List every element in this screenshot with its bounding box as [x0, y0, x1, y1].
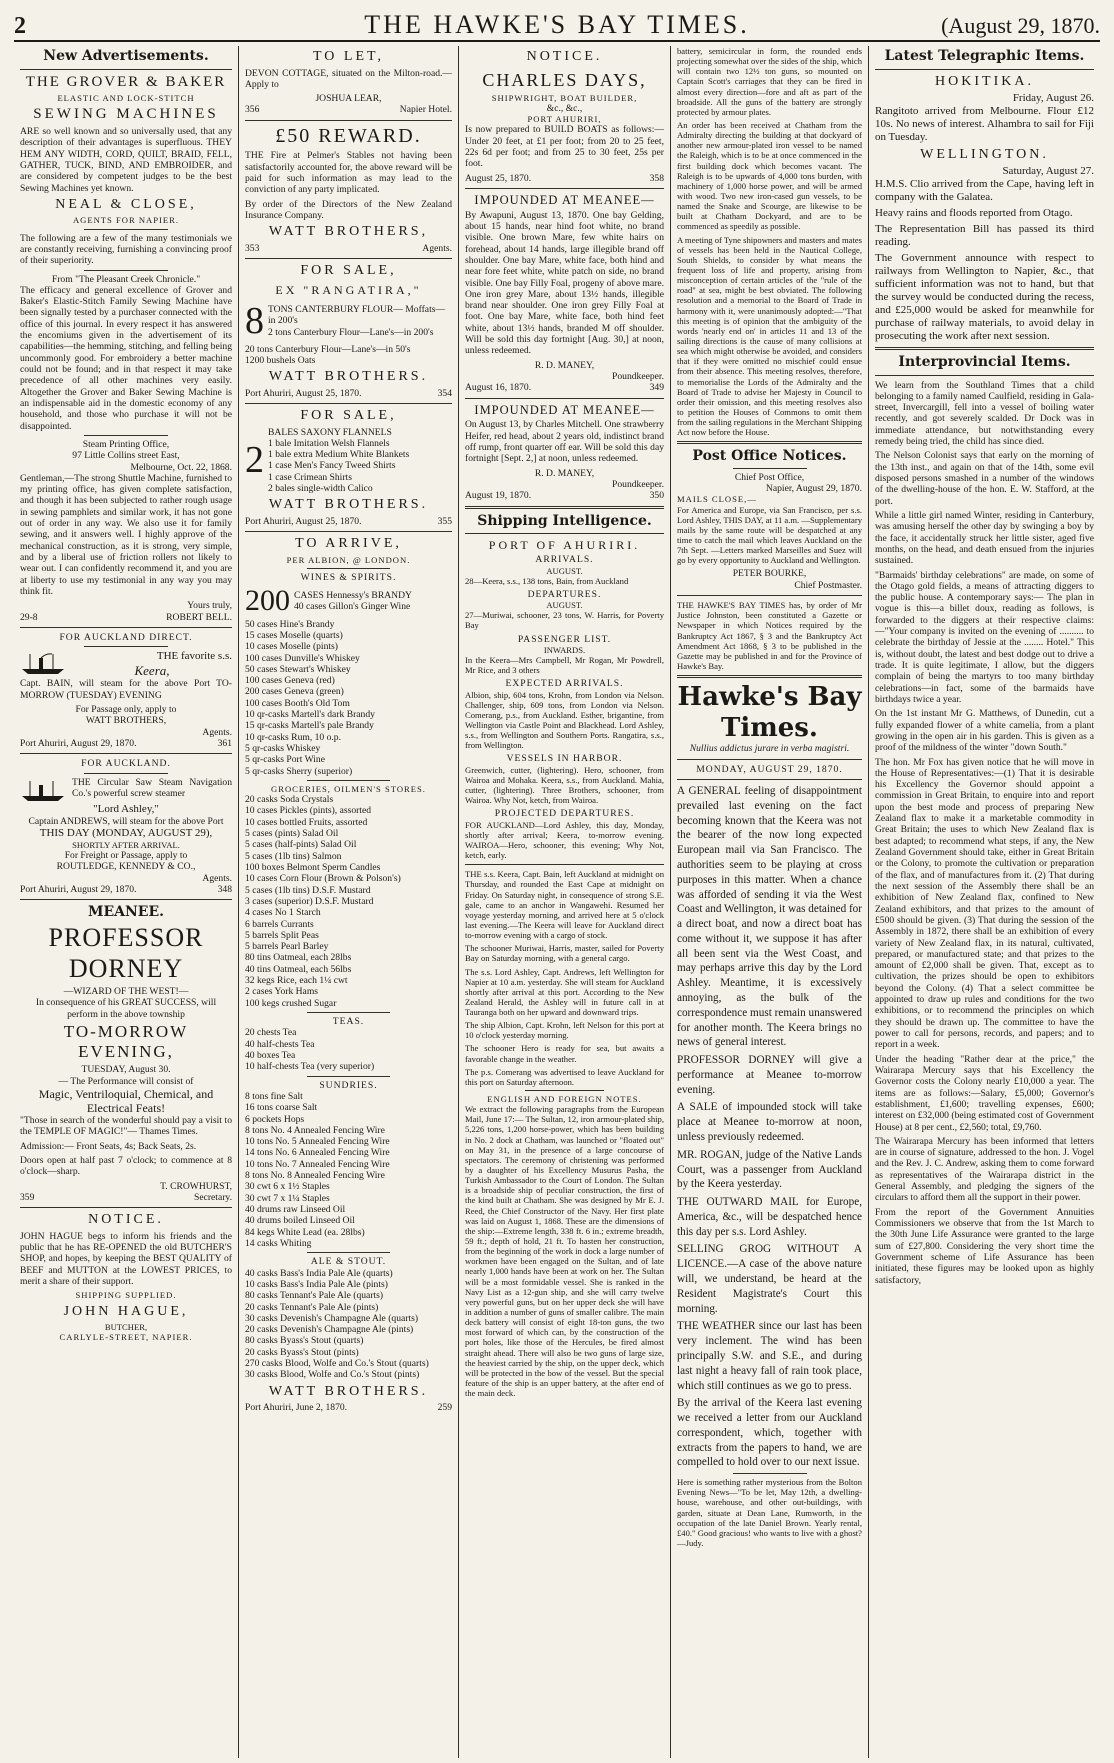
shipping-news: THE s.s. Keera, Capt. Bain, left Auckland at midnight on Thursday, and rounded the East Cape at midnight on Friday. On Saturday night, in consequence of strong S.E. gale, came to an anchor in Wangawehi. Resumed her voyage yesterday morning, and arrived here at 5 o'clock last evening.—The Keera will leave for Auckland direct to-morrow evening with a cargo of stock. [465, 869, 664, 941]
list-item: 10 casks Bass's India Pale Ale (pints) [245, 1278, 388, 1290]
list-item: 20 casks Soda Crystals [245, 794, 334, 806]
ashley-agent: ROUTLEDGE, KENNEDY & CO., [56, 861, 196, 873]
list-item: 40 drums raw Linseed Oil [245, 1204, 346, 1216]
list-item: 40 boxes Tea [245, 1049, 296, 1061]
keera-num: 361 [217, 738, 232, 750]
reward-num: 353 [245, 242, 260, 254]
dorney-secretary-name: T. CROWHURST, [160, 1180, 232, 1192]
impounded-sign: R. D. MANEY, [534, 359, 595, 371]
foreign-body: We extract the following paragraphs from the European Mail, June 17:— The Sultan, 12, iron armour-plated ship, 5,226 tons, 1,200 horse-power, which has been building in No. 2 dock at Chatham, was launched or "floated out" on May 31, in the presence of a large concourse of spectators. The ceremony of christening was performed by a daughter of his Excellency Musurus Pasha, the Turkish Ambassador to the Court of London. The Sultan is a broadside ship of peculiar construction, the first of the kind built at Chatham. She was designed by Mr E. J. Reed, the Chief Constructor of the Navy. Her first plate was laid on August 1, 1868. These are the dimensions of the ship:—Extreme length, 338 ft. 6 in.; extreme breadth, 59 ft.; depth of hold, 21 ft. To hasten her construction, from the beginning of the work in dock a large number of workmen have been engaged on the Sultan, and of late nearly 1,000 hands have been at work on her. The Sultan will be a most formidable vessel. She is ranked in the Navy List as a 12-gun ship, and she will carry twelve very powerful guns, but on her upper deck she will have in addition a number of guns of smaller calibre. The main deck battery will consist of eight 18-ton guns, the two most forward of which can, by the construction of the port holes, like those of the Hercules, be fired almost straight ahead. There will also be two guns of large size, the heaviest carried by the ship, on the upper deck, which will be protected in the bow of the vessel. But the special feature of the ship is an upper battery, at the after end of the main deck. [465, 1104, 664, 1399]
wellington-date: Saturday, August 27. [1002, 165, 1094, 178]
departures-heading: DEPARTURES. [527, 588, 602, 600]
vessels-body: Greenwich, cutter, (lightering). Hero, schooner, from Wairoa and Mohaka. Keera, s.s., from Auckland. Mahia, cutter, (lightering). Three Brothers, schooner, from Wairoa. Why Not, ketch, from Wairoa. [465, 764, 664, 806]
expected-body: Albion, ship, 604 tons, Krohn, from London via Nelson. Challenger, ship, 609 tons, from London via Nelson. Comerang, p.s., from Auckland. Esther, brigantine, from Wellington via Castle Point and Blackhead. Lord Ashley, s.s., from Wellington and Southern Ports. Rangatira, s.s., from Wellington. [465, 689, 664, 751]
dorney-body: In consequence of his GREAT SUCCESS, will perform in the above township [35, 997, 217, 1020]
expected-heading: EXPECTED ARRIVALS. [505, 678, 624, 690]
tolet-place: Napier Hotel. [399, 104, 452, 116]
mystery-body: Here is something rather mysterious from the Bolton Evening News—"To be let, May 12th, a dwelling-house, warehouse, and other out-buildings, with garden, situate at Dean Lane, Rumworth, in the occupation of the late Daniel Brown. Yearly rental, £40." Good gracious! who wants to live with a ghost?—Judy. [677, 1477, 862, 1549]
lead-paragraph: A SALE of impounded stock will take place at Meanee to-morrow at noon, unless previously redeemed. [677, 1101, 862, 1144]
list-item: 8 tons No. 4 Annealed Fencing Wire [245, 1124, 385, 1136]
wellington-paragraph: The Representation Bill has passed its third reading. [875, 223, 1094, 249]
impounded-body: By Awapuni, August 13, 1870. One bay Gelding, about 15 hands, near hind foot white, no brand visible. One brown Mare, few white hairs on forehead, about 14 hands, large illegible brand off shoulder. One bay Mare, white face, both hind and near fore feet white, white patch on side, no brand visible. One bay Filly Foal, progeny of above mare. One iron grey Mare, about 13½ hands, illegible brand near shoulder. One iron grey Filly Foal at foot. One bay Mare, white face, both hind feet white, about 13½ hands, branded M off shoulder. Will be sold this day fortnight [Aug. 30,] at noon, unless redeemed. [465, 209, 664, 357]
list-item: 15 cases Moselle (quarts) [245, 629, 343, 641]
sale2-big: 2 [245, 439, 264, 482]
auckland-direct-heading: FOR AUCKLAND DIRECT. [59, 631, 193, 643]
list-item: 100 boxes Belmont Sperm Candles [245, 861, 381, 873]
list-item: 30 cwt 6 x 1½ Staples [245, 1181, 330, 1193]
list-item: 20 casks Tennant's Pale Ale (pints) [245, 1301, 379, 1313]
page-number: 2 [14, 13, 26, 39]
list-item: 15 qr-casks Martell's pale Brandy [245, 720, 374, 732]
dorney-sub: —WIZARD OF THE WEST!— [63, 986, 189, 998]
agents-for: AGENTS FOR NAPIER. [72, 215, 180, 226]
keera-agents-label: Agents. [202, 726, 232, 738]
foreign-heading: ENGLISH AND FOREIGN NOTES. [487, 1094, 642, 1105]
dorney-perf: — The Performance will consist of [58, 1075, 194, 1087]
list-item: 10 qr-casks Martell's dark Brandy [245, 709, 375, 721]
dorney-magic: Magic, Ventriloquial, Chemical, and Electrical Feats! [38, 1086, 214, 1115]
letter-body: Gentleman,—The strong Shuttle Machine, furnished to my printing office, has given complete satisfaction, and though it has been subjected to rather rough usage in sewing pamphlets and similar work, it has not gone out of order in any way. We also use it for family sewing, and it answers well. I highly approve of the mechanical construction, as it is strong, very simple, and by a liberal use of friction rollers not likely to wear out. I can confidently recommend it, and you are at liberty to use my testimonial in any way you may think fit. [20, 472, 232, 597]
new-advertisements-heading: New Advertisements. [43, 48, 209, 64]
ale-footer: Port Ahuriri, June 2, 1870. [245, 1402, 348, 1414]
hague-name: JOHN HAGUE, [63, 1303, 189, 1319]
port-heading: PORT OF AHURIRI. [488, 538, 641, 553]
lead-paragraph: By the arrival of the Keera last evening we received a letter from our Auckland correspondent, which, together with extracts from the papers to hand, we are compelled to hold over to our next issue. [677, 1397, 862, 1469]
agents-name: NEAL & CLOSE, [55, 196, 197, 212]
testimonial-intro: The following are a few of the many testimonials we are constantly receiving, furnishing a convincing proof of their superiority. [20, 232, 232, 267]
sale1-line4: 1200 bushels Oats [245, 354, 316, 366]
days-etc: &c., &c., [546, 102, 583, 114]
impounded-num: 349 [649, 382, 664, 394]
sale2-num: 355 [437, 515, 452, 527]
impounded-role: Poundkeeper. [612, 371, 664, 383]
mails-heading: MAILS CLOSE,— [677, 494, 757, 505]
sale1-watt: WATT BROTHERS. [268, 369, 429, 385]
post-role: Chief Postmaster. [794, 579, 862, 591]
column-3 [459, 46, 671, 1758]
letter-num: 29-8 [20, 611, 38, 623]
list-item: 1 case Crimean Shirts [268, 471, 352, 483]
reward-heading: £50 REWARD. [275, 124, 422, 147]
list-item: 6 pockets Hops [245, 1113, 305, 1125]
impounded-role: Poundkeeper. [612, 478, 664, 490]
interprovincial-paragraph: Under the heading "Rather dear at the price," the Wairarapa Mercury says that his Excellency the Governor costs the Colony nearly £10,000 a year. The items are as follows:—Salary, £5,000; Governor's establishment, £1,600; travelling expenses, £600; interest on £32,000 (being estimated cost of Government House) at 8 per cent., £2,560; total, £9,760. [875, 1053, 1094, 1133]
sale1-line1: TONS CANTERBURY FLOUR— Moffats—in 200's [268, 304, 446, 327]
list-item: 10 cases bottled Fruits, assorted [245, 816, 368, 828]
departures-month: AUGUST. [546, 600, 583, 611]
lead-paragraph: PROFESSOR DORNEY will give a performance at Meanee to-morrow evening. [677, 1054, 862, 1096]
letter-address: 97 Little Collins street East, [72, 450, 180, 462]
list-item: 8 tons fine Salt [245, 1090, 303, 1102]
lead-paragraph: THE OUTWARD MAIL for Europe, America, &c., will be despatched hence this day per s.s. Lord Ashley. [677, 1196, 862, 1238]
reward-agents: Agents. [422, 242, 452, 254]
list-item: 80 tins Oatmeal, each 28lbs [245, 952, 352, 964]
interprovincial-paragraph: On the 1st instant Mr G. Matthews, of Dunedin, cut a fully expanded flower of a white camelia, from a plant growing in the open air in his garden. This is given as a proof of the mildness of the winter "down South." [875, 708, 1094, 754]
list-item: 5 cases (half-pints) Salad Oil [245, 839, 357, 851]
lead-paragraph: THE WEATHER since our last has been very inclement. The wind has been principally S.W. and S.E., and during last night a heavy fall of rain took place, which still continues as we go to press. [677, 1320, 862, 1392]
ashley-captain: Captain ANDREWS, will steam for the above Port [28, 815, 224, 827]
projected-heading: PROJECTED DEPARTURES. [494, 808, 635, 820]
grover-body: ARE so well known and so universally used, that any description of their advantages is superfluous. THEY HEM ANY WIDTH, CORD, QUILT, BRAID, FELL, GATHER, TUCK, BIND, AND EMBROIDER, and are considered by competent judges to be the best Sewing Machines yet known. [20, 126, 232, 194]
ashley-freight: For Freight or Passage, apply to [64, 850, 188, 862]
hague-address: CARLYLE-STREET, NAPIER. [59, 1332, 193, 1343]
gazette-body: THE HAWKE'S BAY TIMES has, by order of Mr Justice Johnston, been constituted a Gazette or Newspaper in which Notices required by the Bankruptcy Act 1867, § 3 and the Bankruptcy Act Amendment Act 1868, § 3 to be published in the Gazette may be published in and for the Province of Hawke's Bay. [677, 600, 862, 671]
interprovincial-paragraph: The Wairarapa Mercury has been informed that letters are in course of signature, addressed to the hon. J. Vogel and the Rev. J. C. Andrew, asking them to come forward as representatives of the Wairarapa district in the General Assembly, and pledging the signers of the circulars to afford them all the support in their power. [875, 1135, 1094, 1204]
keera-agent: WATT BROTHERS, [85, 715, 167, 727]
impounded-body: On August 13, by Charles Mitchell. One strawberry Heifer, red head, about 2 years old, indistinct brand off rump, front quarter off ear. Will be sold this day fortnight [Sept. 2,] at noon, unless redeemed. [465, 419, 664, 465]
list-item: 80 casks Byass's Stout (quarts) [245, 1335, 364, 1347]
ashley-num: 348 [217, 884, 232, 895]
impounded-heading: IMPOUNDED AT MEANEE— [474, 192, 655, 207]
list-item: 30 cwt 7 x 1¼ Staples [245, 1192, 330, 1204]
issue-date: (August 29, 1870. [941, 13, 1100, 38]
sale1-big: 8 [245, 299, 264, 342]
order-body: An order has been received at Chatham from the Admiralty directing the building at that dockyard of another new armour-plated iron vessel to be named the Raleigh, which is to be at once commenced in the first building dock which becomes vacant. The Raleigh is to be upwards of 4,000 tons burden, with machinery of 1,000 horse power, and will be armed with wood. Two new iron-cased gun vessels, to be named the Snake and Scourge, are likewise to be built at Chatham Dockyard, and are to be commenced as speedily as possible. [677, 119, 862, 232]
shipping-news: The schooner Hero is ready for sea, but awaits a favorable change in the weather. [465, 1043, 664, 1064]
ashley-footer: Port Ahuriri, August 29, 1870. [20, 884, 137, 895]
dorney-admission: Admission:— Front Seats, 4s; Back Seats, 2s. [20, 1140, 197, 1152]
sale1-line2: 2 tons Canterbury Flour—Lane's—in 200's [268, 326, 434, 338]
list-item: 20 casks Devenish's Champagne Ale (pints) [245, 1324, 414, 1336]
impounded-footer: August 19, 1870. [465, 490, 532, 502]
list-item: 32 kegs Rice, each 1¼ cwt [245, 975, 348, 987]
interprovincial-paragraph: The hon. Mr Fox has given notice that he will move in the House of Representatives:—(1) That it is desirable his Excellency the Governor should appoint a commission in Great Britain, to enquire into and report upon the best mode and process of preparing New Zealand flax to make it a marketable commodity in Great Britain; the uses to which New Zealand flax is best adapted; to recommend what steps, if any, the New Zealand Government should take, either in Great Britain or the Colony, to promote the cultivation or preparation of the flax, and of manufactures from it. (2) That during the next session of the Assembly there shall be an exhibition of New Zealand flax, confined to New Zealand exhibitors, and that prizes to the amount of £500 should be given. (3) That during the session of the Assembly in 1872, there shall be an exhibition of every variety of New Zealand flax, in its natural, cultivated, prepared, or manufactured state; and that prizes to the amount of £2,000 shall be given. That, except as to cultivation, the prizes should be open to exhibitors beyond the Colony. (4) That a select committee be appointed to draw up rules and conditions for the two exhibitions, or to recommend the principles on which they should be drawn up. The committee to have the power to call for persons, records, and papers; and to report in a week. [875, 756, 1094, 1051]
newspaper-title: THE HAWKE'S BAY TIMES. [364, 10, 750, 39]
shipping-news: The s.s. Lord Ashley, Capt. Andrews, left Wellington for Napier at 10 a.m. yesterday. She will steam for Auckland shortly after arrival at this port. According to the New Zealand Herald, the Ashley will in future call in at Tauranga both on her upward and downward trips. [465, 966, 664, 1018]
edition-date: MONDAY, AUGUST 29, 1870. [696, 763, 843, 775]
list-item: 20 chests Tea [245, 1027, 297, 1039]
list-item: 5 qr-casks Port Wine [245, 754, 325, 766]
dorney-doors: Doors open at half past 7 o'clock; to commence at 8 o'clock—sharp. [20, 1155, 232, 1178]
ale-num: 259 [437, 1402, 452, 1414]
interprovincial-paragraph: The Nelson Colonist says that early on the morning of the 13th inst., and again on that of the 14th, some evil disposed persons smashed in a number of the windows of the dwelling-house of the hon. E. W. Stafford, at the port. [875, 450, 1094, 507]
list-item: 5 barrels Split Peas [245, 929, 319, 941]
ashley-after: SHORTLY AFTER ARRIVAL. [72, 839, 180, 850]
letter-close: Yours truly, [187, 600, 232, 612]
lead-paragraph: MR. ROGAN, judge of the Native Lands Court, was a passenger from Auckland by the Keera yesterday. [677, 1148, 862, 1191]
list-item: 10 cases Pickles (pints), assorted [245, 805, 372, 817]
grover-subtitle: ELASTIC AND LOCK-STITCH [57, 93, 195, 104]
post-date: Napier, August 29, 1870. [765, 483, 862, 495]
list-item: 14 casks Whiting [245, 1237, 312, 1249]
ashley-body: THE Circular Saw Steam Navigation Co.'s powerful screw steamer [72, 776, 232, 799]
dorney-secretary: Secretary. [194, 1192, 232, 1204]
list-item: 3 cases (superior) D.S.F. Mustard [245, 895, 374, 907]
meanee-heading: MEANEE. [87, 904, 165, 921]
tolet-body: DEVON COTTAGE, situated on the Milton-road.—Apply to [245, 67, 452, 90]
hague-shipping: SHIPPING SUPPLIED. [75, 1290, 177, 1301]
shipping-news: The p.s. Comerang was advertised to leave Auckland for this port on Saturday afternoon. [465, 1066, 664, 1087]
dorney-date: TUESDAY, August 30. [81, 1064, 171, 1076]
reward-order: By order of the Directors of the New Zealand Insurance Company. [245, 198, 452, 221]
wellington-heading: WELLINGTON. [920, 146, 1049, 162]
letter-sign: ROBERT BELL. [166, 611, 232, 623]
column-1 [14, 46, 239, 1758]
vessels-heading: VESSELS IN HARBOR. [506, 753, 623, 765]
masthead [14, 10, 1100, 42]
hokitika-body: Rangitoto arrived from Melbourne. Flour £12 10s. No news of interest. Alhambra to sail for Fiji on Tuesday. [875, 105, 1094, 143]
paper-title: Hawke's Bay Times. [677, 682, 862, 743]
list-item: 5 cases (pints) Salad Oil [245, 828, 339, 840]
list-item: 5 cases (1lb tins) D.S.F. Mustard [245, 884, 371, 896]
days-footer: August 25, 1870. [465, 172, 532, 184]
sale1-footer: Port Ahuriri, August 25, 1870. [245, 387, 362, 399]
list-item: 5 qr-casks Sherry (superior) [245, 765, 353, 777]
steamship-icon [20, 779, 66, 803]
list-item: 10 qr-casks Rum, 10 o.p. [245, 731, 342, 743]
dorney-num: 359 [20, 1192, 35, 1204]
wellington-paragraph: H.M.S. Clio arrived from the Cape, having left in company with the Galatea. [875, 178, 1094, 204]
telegraphic-heading: Latest Telegraphic Items. [884, 48, 1085, 64]
days-trade: SHIPWRIGHT, BOAT BUILDER, [491, 92, 638, 103]
ale-watt: WATT BROTHERS. [268, 1383, 429, 1399]
list-item: 20 casks Byass's Stout (pints) [245, 1346, 359, 1358]
days-name: CHARLES DAYS, [482, 69, 647, 90]
list-item: 30 casks Devenish's Champagne Ale (quarts) [245, 1312, 419, 1324]
list-item: 100 cases Dunville's Whiskey [245, 652, 360, 664]
notice-heading: NOTICE. [526, 49, 603, 64]
letter-office: Steam Printing Office, [82, 438, 170, 450]
list-item: 5 qr-casks Whiskey [245, 743, 321, 755]
days-body: Is now prepared to BUILD BOATS as follows:—Under 20 feet, at £1 per foot; from 20 to 25 feet, 22s 6d per foot; and from 25 to 30 feet, 25s per foot. [465, 124, 664, 170]
shipping-news: The ship Albion, Capt. Krohn, left Nelson for this port at 10 o'clock yesterday morning. [465, 1020, 664, 1041]
interprovincial-paragraph: We learn from the Southland Times that a child belonging to a family named Caulfield, residing in Gala-street, Invercargill, fell into a vessel of boiling water recently, and got severely scalded. Dr Dock was in immediate attendance, but notwithstanding every remedy being tried, the child has since died. [875, 379, 1094, 448]
wines-heading: WINES & SPIRITS. [300, 571, 397, 583]
battery-body: battery, semicircular in form, the rounded ends projecting somewhat over the sides of the ship, which will contain two 12½ ton guns, so mounted on Captain Scott's carriages that they can be fired in almost every direction—fore and aft as part of the broadside. All the guns of the battery are strongly protected by armour plates. [677, 46, 862, 117]
wellington-paragraph: The Government announce with respect to railways from Wellington to Napier, &c., that sufficient information was not to hand, but that the survey would be conducted during the recess, and £25,000 would be asked for meanwhile for purchase of railway materials, to avoid delay in prosecuting the work after next session. [875, 252, 1094, 343]
list-item: 84 kegs White Lead (ea. 28lbs) [245, 1226, 365, 1238]
list-item: 40 casks Bass's India Pale Ale (quarts) [245, 1267, 393, 1279]
teas-heading: TEAS. [332, 1016, 365, 1028]
impounded-heading: IMPOUNDED AT MEANEE— [474, 402, 655, 417]
interprovincial-heading: Interprovincial Items. [898, 354, 1071, 371]
wines-big: 200 [245, 584, 290, 618]
list-item: 100 cases Geneva (red) [245, 675, 335, 687]
list-item: 40 drums boiled Linseed Oil [245, 1215, 355, 1227]
keera-passage: For Passage only, apply to [75, 704, 177, 716]
list-item: 2 cases York Hams [245, 986, 319, 998]
shipping-heading: Shipping Intelligence. [477, 512, 652, 529]
column-2 [239, 46, 459, 1758]
hague-body: JOHN HAGUE begs to inform his friends and the public that he has RE-OPENED the old BUTCHER'S SHOP, and hopes, by keeping the BEST QUALITY of BEEF and MUTTON at the LOWEST PRICES, to merit a share of their support. [20, 1230, 232, 1288]
post-office: Chief Post Office, [734, 471, 805, 483]
columns [14, 46, 1100, 1758]
grover-machines: SEWING MACHINES [33, 106, 219, 123]
list-item: BALES SAXONY FLANNELS [268, 426, 392, 438]
passenger-heading: PASSENGER LIST. [517, 633, 612, 645]
column-5 [869, 46, 1100, 1758]
interprovincial-paragraph: "Barmaids' birthday celebrations" are made, on some of the Otago gold fields, a means of attracting diggers to the public house. A contemporary says:— The plan in vogue is this—a billet doux, reading as follows, is forwarded to the diggers at their respective claims:—"Your company is invited on the evening of .......... to celebrate the birthday of Jessie at the ........ Hotel." This is, without doubt, the latest and best dodge out to drive a trade. It is quite legitimate, I allow, but the diggers complain of being the martyrs to too many birthday celebrations—in fact, some of the barmaids have birthdays twice a year. [875, 569, 1094, 705]
list-item: 200 cases Geneva (green) [245, 686, 344, 698]
list-item: 40 half-chests Tea [245, 1038, 315, 1050]
post-sign: PETER BOURKE, [732, 568, 807, 580]
departures-body: 27—Muriwai, schooner, 23 tons, W. Harris, for Poverty Bay [465, 610, 664, 631]
meeting-body: A meeting of Tyne shipowners and masters and mates of vessels has been held in the Nautical College, South Shields, to consider by what means the frequent loss of life and property, arising from misconception of certain articles of the "rule of the road" at sea, might be best obviated. The following resolution and a memorial to the Board of Trade in harmony with it, were unanimously adopted:—"That this meeting is of opinion that the ambiguity of the words 'nearly end on' in articles 11 and 13 of the sailing directions is the cause of many collisions at sea which might otherwise be avoided, and considers that if they were omitted no mischief could ensue from their absence. This meeting resolves, therefore, to memorialise the Lords of the Admiralty and the Board of Trade to advise her Majesty in Council to order their omission, and this meeting resolves also to petition the Houses of Commons to omit them from the sailing regulations in the Merchant Shipping Act now before the House. [677, 234, 862, 438]
motto: Nullius addictus jurare in verba magistri. [689, 743, 850, 755]
list-item: 10 half-chests Tea (very superior) [245, 1061, 375, 1073]
hokitika-date: Friday, August 26. [1012, 92, 1094, 105]
impounded-num: 350 [649, 490, 664, 502]
wellington-paragraph: Heavy rains and floods reported from Otago. [875, 207, 1073, 220]
dorney-name: PROFESSOR DORNEY [48, 922, 204, 983]
chronicle-source: From "The Pleasant Creek Chronicle." [51, 273, 201, 285]
lead-paragraph: A GENERAL feeling of disappointment prevailed last evening on the fact becoming known that the Keera was not the bearer of the now long expected European mail via San Francisco. The authorities seem to be playing at cross purposes in this matter. When a chance was afforded of sending it via the West Coast and Wellington, it was detained for a direct boat, and now a direct boat has come without it, we suppose it has after all been sent via the West Coast, and may perhaps arrive this day by the Lord Ashley. Meantime, it is excessively annoying, as the bulk of the correspondence must remain unanswered for another month. The Keera brings no news of general interest. [677, 785, 863, 1049]
list-item: 40 cases Gillon's Ginger Wine [294, 600, 411, 612]
arrivals-body: 28—Keera, s.s., 138 tons, Bain, from Auckland [465, 575, 629, 586]
hague-trade: BUTCHER, [104, 1322, 148, 1333]
sale1-line3: 20 tons Canterbury Flour—Lane's—in 50's [245, 343, 411, 355]
list-item: 10 tons No. 5 Annealed Fencing Wire [245, 1136, 390, 1148]
arrive-heading: TO ARRIVE, [295, 536, 402, 552]
sale2-watt: WATT BROTHERS. [268, 497, 429, 513]
reward-watt: WATT BROTHERS, [268, 224, 429, 240]
list-item: 100 kegs crushed Sugar [245, 997, 337, 1009]
tolet-name: JOSHUA LEAR, [315, 93, 382, 105]
ashley-name: "Lord Ashley," [93, 802, 159, 815]
list-item: 5 barrels Pearl Barley [245, 941, 329, 953]
list-item: 10 cases Corn Flour (Brown & Polson's) [245, 873, 401, 885]
chronicle-body: The efficacy and general excellence of Grover and Baker's Elastic-Stitch Family Sewing Machine have been signally tested by a purchaser connected with the office of this journal. In every respect it has answered the encomiums given in the advertisement of its capabilities—the hemming, stitching, and felling being uncommonly good. For embroidery a better machine could not be found; and in that respect it may take precedence of all other machines very easily. Altogether the Grover and Baker Sewing Machine is an indispensable aid in the domestic economy of any household, and those who purchase it will not be disappointed. [20, 284, 232, 432]
keera-line1: THE favorite s.s. [156, 650, 232, 663]
letter-date: Melbourne, Oct. 22, 1868. [130, 461, 232, 473]
auckland-heading: FOR AUCKLAND. [81, 758, 171, 770]
sale1-num: 354 [437, 387, 452, 399]
dorney-evening: TO-MORROW EVENING, [63, 1022, 189, 1062]
impounded-footer: August 16, 1870. [465, 382, 532, 394]
interprovincial-paragraph: While a little girl named Winter, residing in Canterbury, was amusing herself the other day by swinging a boy by the face, it accidentally struck her little sister, aged five months, on the head, and death ensued from the injuries sustained. [875, 509, 1094, 567]
arrive-ship: PER ALBION, @ LONDON. [286, 554, 411, 565]
list-item: 10 cases Moselle (pints) [245, 641, 338, 653]
sale2-heading: FOR SALE, [300, 408, 397, 424]
list-item: 16 tons coarse Salt [245, 1102, 318, 1114]
list-item: 100 cases Booth's Old Tom [245, 697, 350, 709]
keera-body: Capt. BAIN, will steam for the above Port TO-MORROW (TUESDAY) EVENING [20, 678, 232, 701]
tolet-heading: TO LET, [312, 49, 385, 64]
hokitika-heading: HOKITIKA. [935, 73, 1034, 89]
list-item: 14 tons No. 6 Annealed Fencing Wire [245, 1147, 390, 1159]
keera-name: Keera, [134, 663, 170, 679]
list-item: 1 bale extra Medium White Blankets [268, 449, 410, 461]
lead-paragraph: SELLING GROG WITHOUT A LICENCE.—A case of the above nature will, we understand, be heard at the Resident Magistrate's Court this morning. [677, 1243, 862, 1315]
ashley-day: THIS DAY (MONDAY, AUGUST 29), [39, 826, 213, 839]
impounded-sign: R. D. MANEY, [534, 467, 595, 479]
passenger-body: In the Keera—Mrs Campbell, Mr Rogan, Mr Powdrell, Mr Rice, and 3 others [465, 655, 664, 676]
dorney-quote: "Those in search of the wonderful should pay a visit to the TEMPLE OF MAGIC!"— Thames Times. [20, 1115, 232, 1138]
sale2-footer: Port Ahuriri, August 25, 1870. [245, 515, 362, 527]
projected-body: FOR AUCKLAND—Lord Ashley, this day, Monday, shortly after arrival; Keera, to-morrow evening. WAIROA—Hero, schooner, this evening; Why Not, ketch, early. [465, 819, 664, 861]
grover-title: THE GROVER & BAKER [25, 73, 227, 90]
list-item: 40 tins Oatmeal, each 56lbs [245, 963, 352, 975]
sale1-heading: FOR SALE, [300, 263, 397, 279]
list-item: 50 cases Stewart's Whiskey [245, 663, 351, 675]
list-item: 6 barrels Currants [245, 918, 314, 930]
list-item: 1 case Men's Fancy Tweed Shirts [268, 460, 396, 472]
sundries-heading: SUNDRIES. [319, 1079, 378, 1091]
interprovincial-paragraph: From the report of the Government Annuities Commissioners we observe that from the 1st March to the 30th June Life Assurance were granted to the large sum of £27,800. Considering the very short time the Government scheme of Life Assurance has been initiated, these figures may be looked upon as highly satisfactory, [875, 1206, 1094, 1286]
reward-body: THE Fire at Pelmer's Stables not having been satisfactorily accounted for, the above reward will be paid for such information as may lead to the conviction of any party implicated. [245, 150, 452, 196]
sale1-ship: EX "RANGATIRA," [275, 282, 422, 297]
keera-footer: Port Ahuriri, August 29, 1870. [20, 738, 137, 750]
list-item: 30 casks Blood, Wolfe and Co.'s Stout (pints) [245, 1369, 420, 1381]
notice-heading: NOTICE. [88, 1212, 164, 1228]
ashley-agents-label: Agents. [202, 872, 232, 884]
mails-body: For America and Europe, via San Francisco, per s.s. Lord Ashley, THIS DAY, at 11 a.m. —Supplementary mails by the same route will be despatched at any time to catch the mail which leaves Auckland on the 7th Sept. —Letters marked Marseilles and Suez will go by every opportunity to Auckland and Wellington. [677, 504, 862, 566]
list-item: 5 cases (1lb tins) Salmon [245, 850, 342, 862]
post-office-heading: Post Office Notices. [692, 448, 847, 465]
list-item: 1 bale Imitation Welsh Flannels [268, 437, 390, 449]
list-item: 50 cases Hine's Brandy [245, 618, 335, 630]
ale-heading: ALE & STOUT. [310, 1256, 387, 1268]
list-item: 10 tons No. 7 Annealed Fencing Wire [245, 1158, 390, 1170]
list-item: 8 tons No. 8 Annealed Fencing Wire [245, 1170, 385, 1182]
arrivals-month: AUGUST. [546, 565, 583, 576]
passenger-inwards: INWARDS. [543, 644, 586, 655]
column-4 [671, 46, 869, 1758]
list-item: 4 cases No 1 Starch [245, 907, 321, 919]
days-place: PORT AHURIRI, [527, 114, 602, 125]
list-item: 2 bales single-width Calico [268, 483, 373, 495]
days-num: 358 [649, 172, 664, 184]
tolet-num: 356 [245, 104, 260, 116]
list-item: 80 casks Tennant's Pale Ale (quarts) [245, 1290, 384, 1302]
steamship-icon [20, 652, 66, 676]
shipping-news: The schooner Muriwai, Harris, master, sailed for Poverty Bay on Saturday morning, with a general cargo. [465, 943, 664, 964]
list-item: CASES Hennessy's BRANDY [294, 589, 412, 601]
grocer-heading: GROCERIES, OILMEN'S STORES. [271, 783, 426, 794]
list-item: 270 casks Blood, Wolfe and Co.'s Stout (quarts) [245, 1358, 429, 1370]
arrivals-heading: ARRIVALS. [535, 554, 594, 566]
